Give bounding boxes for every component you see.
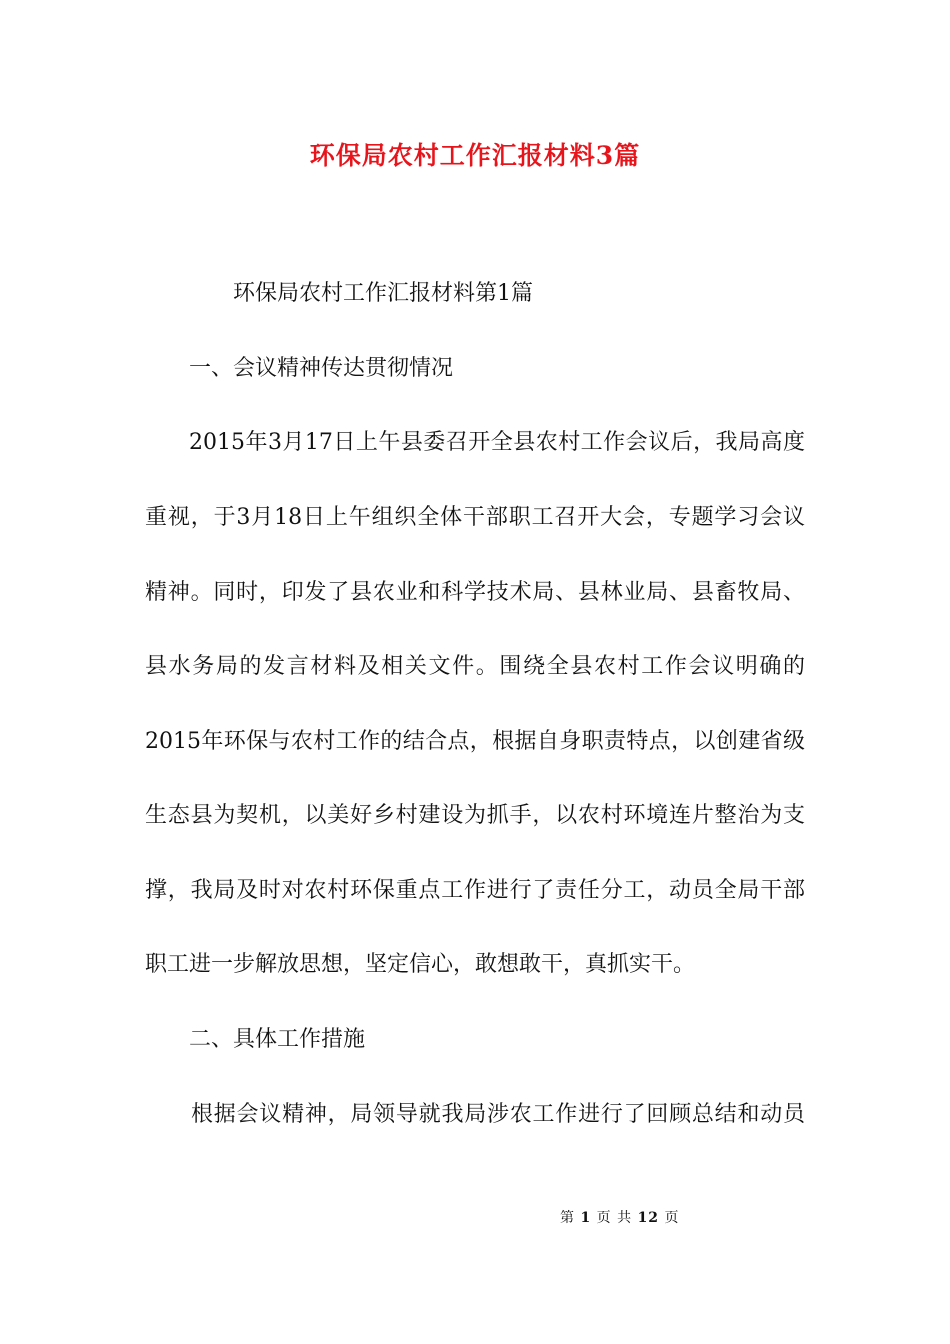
section-heading-2: 二、具体工作措施: [189, 1027, 366, 1052]
document-title: 环保局农村工作汇报材料3篇: [309, 141, 641, 170]
paragraph-line: 2015年3月17日上午县委召开全县农村工作会议后，我局高度: [189, 430, 805, 455]
document-subtitle: 环保局农村工作汇报材料第1篇: [233, 281, 533, 306]
paragraph-line: 撑，我局及时对农村环保重点工作进行了责任分工，动员全局干部: [145, 878, 805, 903]
paragraph-line: 职工进一步解放思想，坚定信心，敢想敢干，真抓实干。: [145, 952, 696, 977]
footer-middle: 页 共: [596, 1210, 633, 1226]
footer-suffix: 页: [664, 1210, 680, 1226]
paragraph-line: 县水务局的发言材料及相关文件。围绕全县农村工作会议明确的: [145, 654, 805, 679]
page-footer: [560, 1207, 680, 1227]
footer-total-pages: 12: [637, 1210, 660, 1226]
paragraph-line: 2015年环保与农村工作的结合点，根据自身职责特点，以创建省级: [145, 729, 805, 754]
footer-prefix: 第: [560, 1210, 575, 1226]
paragraph-line: 重视，于3月18日上午组织全体干部职工召开大会，专题学习会议: [145, 505, 805, 530]
footer-current-page: 1: [580, 1210, 592, 1226]
paragraph-line: 生态县为契机，以美好乡村建设为抓手，以农村环境连片整治为支: [145, 803, 805, 828]
section-heading-1: 一、会议精神传达贯彻情况: [189, 356, 454, 381]
paragraph-line: 精神。同时，印发了县农业和科学技术局、县林业局、县畜牧局、: [145, 580, 805, 605]
paragraph-line: 根据会议精神，局领导就我局涉农工作进行了回顾总结和动员: [191, 1102, 805, 1127]
